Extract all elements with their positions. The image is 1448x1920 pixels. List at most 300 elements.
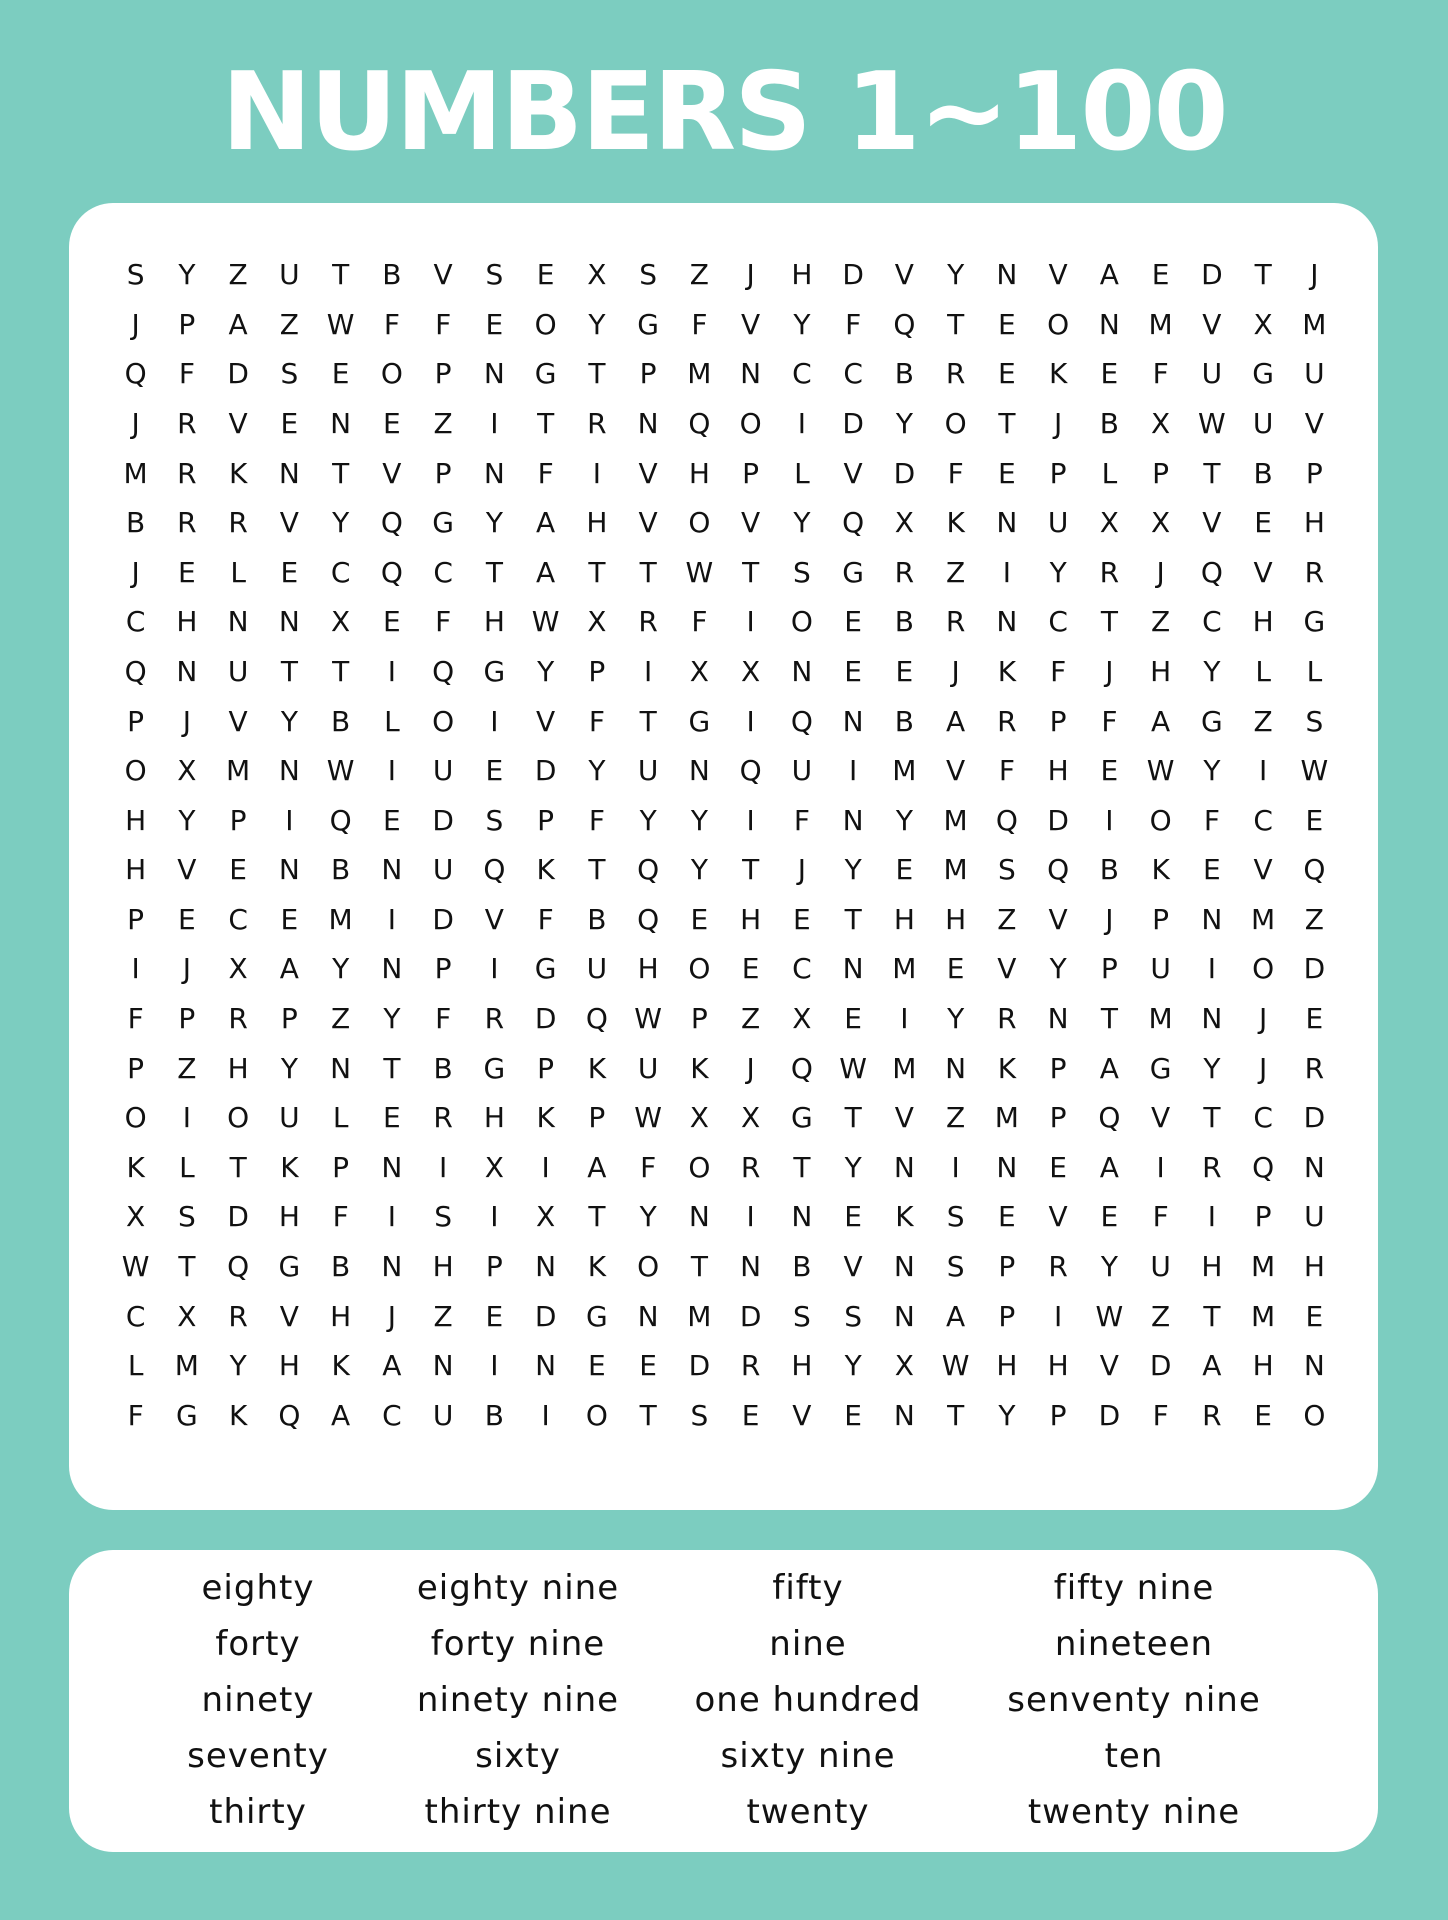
grid-letter[interactable]: W xyxy=(326,754,355,788)
grid-letter[interactable]: H xyxy=(1303,506,1325,540)
grid-letter[interactable]: W xyxy=(839,1051,867,1085)
grid-letter[interactable]: N xyxy=(1047,1002,1069,1036)
grid-letter[interactable]: P xyxy=(178,307,196,341)
grid-letter[interactable]: L xyxy=(127,1349,144,1383)
grid-letter[interactable]: Q xyxy=(688,407,711,441)
grid-letter[interactable]: V xyxy=(536,704,556,738)
grid-letter[interactable]: M xyxy=(1148,307,1173,341)
grid-letter[interactable]: K xyxy=(536,853,555,887)
grid-letter[interactable]: N xyxy=(330,407,352,441)
grid-letter[interactable]: O xyxy=(688,1150,711,1184)
grid-letter[interactable]: J xyxy=(131,555,140,589)
grid-letter[interactable]: M xyxy=(1148,1002,1173,1036)
grid-letter[interactable]: P xyxy=(1254,1200,1272,1234)
grid-letter[interactable]: M xyxy=(892,754,917,788)
grid-letter[interactable]: F xyxy=(1152,1200,1169,1234)
grid-letter[interactable]: R xyxy=(1099,555,1120,589)
grid-letter[interactable]: O xyxy=(1252,952,1275,986)
grid-letter[interactable]: V xyxy=(382,456,402,490)
grid-letter[interactable]: K xyxy=(280,1150,299,1184)
grid-letter[interactable]: N xyxy=(432,1349,454,1383)
grid-letter[interactable]: Q xyxy=(1303,853,1326,887)
grid-letter[interactable]: T xyxy=(639,555,657,589)
grid-letter[interactable]: L xyxy=(332,1101,349,1135)
grid-letter[interactable]: K xyxy=(1048,357,1068,391)
grid-letter[interactable]: N xyxy=(637,407,659,441)
grid-letter[interactable]: P xyxy=(1049,456,1067,490)
grid-letter[interactable]: S xyxy=(639,258,658,292)
grid-letter[interactable]: X xyxy=(689,654,709,688)
grid-letter[interactable]: R xyxy=(484,1002,505,1036)
grid-letter[interactable]: J xyxy=(1258,1051,1268,1085)
grid-letter[interactable]: P xyxy=(1049,1101,1067,1135)
grid-letter[interactable]: X xyxy=(177,1299,197,1333)
grid-letter[interactable]: V xyxy=(741,307,761,341)
grid-letter[interactable]: Z xyxy=(1253,704,1273,738)
grid-letter[interactable]: K xyxy=(331,1349,350,1383)
grid-letter[interactable]: U xyxy=(432,1398,454,1432)
grid-letter[interactable]: R xyxy=(228,1299,248,1333)
grid-letter[interactable]: N xyxy=(893,1398,915,1432)
grid-letter[interactable]: I xyxy=(490,952,499,986)
grid-letter[interactable]: V xyxy=(1048,902,1068,936)
grid-letter[interactable]: O xyxy=(688,506,711,540)
grid-letter[interactable]: V xyxy=(638,506,658,540)
grid-letter[interactable]: E xyxy=(1151,258,1170,292)
grid-letter[interactable]: E xyxy=(1254,506,1272,540)
grid-letter[interactable]: I xyxy=(490,1200,499,1234)
grid-letter[interactable]: P xyxy=(998,1249,1016,1283)
grid-letter[interactable]: Y xyxy=(947,258,965,292)
grid-letter[interactable]: M xyxy=(943,803,968,837)
grid-letter[interactable]: Y xyxy=(793,506,811,540)
grid-letter[interactable]: T xyxy=(332,456,350,490)
grid-letter[interactable]: K xyxy=(997,1051,1017,1085)
grid-letter[interactable]: Q xyxy=(1098,1101,1121,1135)
grid-letter[interactable]: Y xyxy=(793,307,811,341)
grid-letter[interactable]: N xyxy=(1303,1349,1325,1383)
grid-letter[interactable]: Q xyxy=(432,654,455,688)
grid-letter[interactable]: Z xyxy=(1151,605,1171,639)
grid-letter[interactable]: O xyxy=(688,952,711,986)
grid-letter[interactable]: O xyxy=(380,357,403,391)
grid-letter[interactable]: H xyxy=(483,1101,505,1135)
grid-letter[interactable]: S xyxy=(1305,704,1324,738)
grid-letter[interactable]: G xyxy=(432,506,454,540)
grid-letter[interactable]: V xyxy=(228,407,248,441)
grid-letter[interactable]: W xyxy=(1146,754,1175,788)
grid-letter[interactable]: Y xyxy=(998,1398,1016,1432)
grid-letter[interactable]: Y xyxy=(1100,1249,1118,1283)
grid-letter[interactable]: Y xyxy=(485,506,503,540)
grid-letter[interactable]: P xyxy=(485,1249,503,1283)
grid-letter[interactable]: Q xyxy=(1200,555,1223,589)
grid-letter[interactable]: Y xyxy=(332,506,350,540)
grid-letter[interactable]: N xyxy=(996,605,1018,639)
grid-letter[interactable]: U xyxy=(1252,407,1274,441)
grid-letter[interactable]: F xyxy=(1203,803,1220,837)
grid-letter[interactable]: E xyxy=(1100,754,1119,788)
grid-letter[interactable]: K xyxy=(228,1398,248,1432)
grid-letter[interactable]: B xyxy=(792,1249,812,1283)
grid-letter[interactable]: F xyxy=(691,605,708,639)
grid-letter[interactable]: B xyxy=(484,1398,504,1432)
grid-letter[interactable]: P xyxy=(280,1002,298,1036)
grid-letter[interactable]: H xyxy=(125,803,147,837)
grid-letter[interactable]: U xyxy=(637,1051,659,1085)
grid-letter[interactable]: A xyxy=(1151,704,1171,738)
grid-letter[interactable]: D xyxy=(1149,1349,1172,1383)
grid-letter[interactable]: C xyxy=(330,555,351,589)
grid-letter[interactable]: I xyxy=(541,1150,550,1184)
grid-letter[interactable]: W xyxy=(1095,1299,1124,1333)
grid-letter[interactable]: T xyxy=(588,1200,606,1234)
grid-letter[interactable]: P xyxy=(178,1002,196,1036)
grid-letter[interactable]: E xyxy=(280,407,299,441)
grid-letter[interactable]: T xyxy=(1203,1101,1221,1135)
grid-letter[interactable]: P xyxy=(127,704,145,738)
grid-letter[interactable]: E xyxy=(178,902,196,936)
grid-letter[interactable]: D xyxy=(227,1200,249,1234)
grid-letter[interactable]: D xyxy=(1098,1398,1121,1432)
grid-letter[interactable]: P xyxy=(229,803,247,837)
grid-letter[interactable]: V xyxy=(1202,506,1222,540)
grid-letter[interactable]: V xyxy=(1048,258,1068,292)
grid-letter[interactable]: E xyxy=(1305,1002,1324,1036)
grid-letter[interactable]: L xyxy=(1101,456,1118,490)
grid-letter[interactable]: V xyxy=(1202,307,1222,341)
grid-letter[interactable]: E xyxy=(741,1398,760,1432)
grid-letter[interactable]: K xyxy=(895,1200,914,1234)
grid-letter[interactable]: X xyxy=(331,605,351,639)
grid-letter[interactable]: V xyxy=(1048,1200,1068,1234)
grid-letter[interactable]: O xyxy=(944,407,967,441)
grid-letter[interactable]: H xyxy=(1252,1349,1274,1383)
grid-letter[interactable]: T xyxy=(1100,605,1118,639)
grid-letter[interactable]: E xyxy=(280,902,299,936)
grid-letter[interactable]: U xyxy=(227,654,249,688)
grid-letter[interactable]: R xyxy=(945,605,966,639)
grid-letter[interactable]: I xyxy=(490,407,499,441)
grid-letter[interactable]: N xyxy=(893,1150,915,1184)
grid-letter[interactable]: E xyxy=(383,1101,401,1135)
grid-letter[interactable]: O xyxy=(124,754,147,788)
grid-letter[interactable]: R xyxy=(177,407,197,441)
grid-letter[interactable]: N xyxy=(227,605,249,639)
grid-letter[interactable]: X xyxy=(1151,407,1171,441)
grid-letter[interactable]: A xyxy=(331,1398,351,1432)
grid-letter[interactable]: Y xyxy=(947,1002,965,1036)
grid-letter[interactable]: D xyxy=(534,754,557,788)
grid-letter[interactable]: F xyxy=(127,1398,144,1432)
grid-letter[interactable]: P xyxy=(690,1002,708,1036)
grid-letter[interactable]: P xyxy=(639,357,657,391)
grid-letter[interactable]: N xyxy=(535,1349,557,1383)
grid-letter[interactable]: R xyxy=(587,407,607,441)
grid-letter[interactable]: O xyxy=(124,1101,147,1135)
grid-letter[interactable]: T xyxy=(742,853,760,887)
grid-letter[interactable]: J xyxy=(746,258,755,292)
grid-letter[interactable]: M xyxy=(892,952,917,986)
grid-letter[interactable]: S xyxy=(792,555,811,589)
grid-letter[interactable]: R xyxy=(1304,1051,1325,1085)
grid-letter[interactable]: N xyxy=(381,1249,403,1283)
grid-letter[interactable]: F xyxy=(383,307,400,341)
grid-letter[interactable]: O xyxy=(585,1398,608,1432)
grid-letter[interactable]: N xyxy=(1303,1150,1325,1184)
grid-letter[interactable]: E xyxy=(331,357,350,391)
grid-letter[interactable]: F xyxy=(998,754,1015,788)
grid-letter[interactable]: X xyxy=(1253,307,1273,341)
grid-letter[interactable]: B xyxy=(126,506,146,540)
grid-letter[interactable]: W xyxy=(121,1249,150,1283)
grid-letter[interactable]: J xyxy=(797,853,806,887)
grid-letter[interactable]: V xyxy=(433,258,453,292)
grid-letter[interactable]: G xyxy=(176,1398,198,1432)
grid-letter[interactable]: J xyxy=(1105,902,1114,936)
grid-letter[interactable]: S xyxy=(946,1249,965,1283)
grid-letter[interactable]: O xyxy=(1149,803,1172,837)
grid-letter[interactable]: R xyxy=(1202,1398,1222,1432)
grid-letter[interactable]: N xyxy=(842,952,864,986)
grid-letter[interactable]: T xyxy=(280,654,298,688)
grid-letter[interactable]: B xyxy=(587,902,607,936)
grid-letter[interactable]: M xyxy=(328,902,353,936)
grid-letter[interactable]: N xyxy=(381,853,403,887)
grid-letter[interactable]: E xyxy=(946,952,965,986)
grid-letter[interactable]: N xyxy=(791,654,813,688)
grid-letter[interactable]: I xyxy=(746,605,755,639)
grid-letter[interactable]: I xyxy=(592,456,601,490)
grid-letter[interactable]: U xyxy=(791,754,813,788)
grid-letter[interactable]: W xyxy=(1300,754,1329,788)
grid-letter[interactable]: T xyxy=(1254,258,1272,292)
grid-letter[interactable]: M xyxy=(123,456,148,490)
grid-letter[interactable]: E xyxy=(588,1349,606,1383)
grid-letter[interactable]: E xyxy=(844,605,862,639)
grid-letter[interactable]: X xyxy=(177,754,197,788)
grid-letter[interactable]: V xyxy=(638,456,658,490)
grid-letter[interactable]: I xyxy=(1105,803,1114,837)
grid-letter[interactable]: Z xyxy=(177,1051,197,1085)
grid-letter[interactable]: P xyxy=(588,1101,606,1135)
grid-letter[interactable]: D xyxy=(1201,258,1223,292)
grid-letter[interactable]: N xyxy=(996,258,1018,292)
grid-letter[interactable]: D xyxy=(227,357,249,391)
grid-letter[interactable]: Q xyxy=(790,1051,813,1085)
grid-letter[interactable]: V xyxy=(894,1101,914,1135)
grid-letter[interactable]: T xyxy=(947,307,965,341)
grid-letter[interactable]: Y xyxy=(178,803,196,837)
grid-letter[interactable]: F xyxy=(1050,654,1067,688)
grid-letter[interactable]: L xyxy=(179,1150,195,1184)
grid-letter[interactable]: V xyxy=(843,1249,863,1283)
grid-letter[interactable]: C xyxy=(843,357,863,391)
grid-letter[interactable]: I xyxy=(746,803,755,837)
grid-letter[interactable]: Q xyxy=(893,307,916,341)
grid-letter[interactable]: O xyxy=(1047,307,1070,341)
grid-letter[interactable]: X xyxy=(228,952,248,986)
grid-letter[interactable]: W xyxy=(634,1101,662,1135)
grid-letter[interactable]: D xyxy=(432,902,454,936)
grid-letter[interactable]: F xyxy=(588,704,605,738)
grid-letter[interactable]: E xyxy=(485,754,504,788)
grid-letter[interactable]: I xyxy=(387,1200,396,1234)
grid-letter[interactable]: R xyxy=(433,1101,453,1135)
grid-letter[interactable]: E xyxy=(1100,1200,1119,1234)
grid-letter[interactable]: G xyxy=(791,1101,813,1135)
grid-letter[interactable]: F xyxy=(537,456,554,490)
grid-letter[interactable]: S xyxy=(690,1398,709,1432)
grid-letter[interactable]: N xyxy=(740,1249,762,1283)
grid-letter[interactable]: V xyxy=(177,853,197,887)
grid-letter[interactable]: C xyxy=(1202,605,1222,639)
grid-letter[interactable]: Z xyxy=(331,1002,351,1036)
grid-letter[interactable]: V xyxy=(1099,1349,1119,1383)
grid-letter[interactable]: I xyxy=(848,754,858,788)
grid-letter[interactable]: Q xyxy=(585,1002,608,1036)
grid-letter[interactable]: I xyxy=(1002,555,1011,589)
grid-letter[interactable]: U xyxy=(1304,1200,1325,1234)
grid-letter[interactable]: Q xyxy=(380,555,403,589)
grid-letter[interactable]: H xyxy=(740,902,762,936)
grid-letter[interactable]: M xyxy=(174,1349,199,1383)
grid-letter[interactable]: Y xyxy=(1049,555,1067,589)
grid-letter[interactable]: V xyxy=(894,258,914,292)
grid-letter[interactable]: F xyxy=(435,307,452,341)
grid-letter[interactable]: T xyxy=(537,407,555,441)
grid-letter[interactable]: Z xyxy=(997,902,1017,936)
grid-letter[interactable]: G xyxy=(1303,605,1326,639)
grid-letter[interactable]: O xyxy=(790,605,813,639)
grid-letter[interactable]: M xyxy=(1251,902,1276,936)
grid-letter[interactable]: A xyxy=(1099,1051,1119,1085)
grid-letter[interactable]: I xyxy=(797,407,806,441)
grid-letter[interactable]: J xyxy=(131,307,140,341)
grid-letter[interactable]: D xyxy=(842,258,864,292)
grid-letter[interactable]: P xyxy=(588,654,606,688)
grid-letter[interactable]: N xyxy=(483,456,505,490)
grid-letter[interactable]: H xyxy=(893,902,915,936)
grid-letter[interactable]: V xyxy=(1304,407,1324,441)
grid-letter[interactable]: T xyxy=(844,1101,862,1135)
grid-letter[interactable]: E xyxy=(536,258,555,292)
grid-letter[interactable]: X xyxy=(894,506,914,540)
grid-letter[interactable]: X xyxy=(741,654,761,688)
grid-letter[interactable]: G xyxy=(688,704,711,738)
grid-letter[interactable]: G xyxy=(586,1299,608,1333)
grid-letter[interactable]: N xyxy=(330,1051,352,1085)
grid-letter[interactable]: D xyxy=(1303,1101,1326,1135)
grid-letter[interactable]: O xyxy=(534,307,557,341)
grid-letter[interactable]: A xyxy=(946,1299,966,1333)
grid-letter[interactable]: U xyxy=(586,952,608,986)
grid-letter[interactable]: F xyxy=(1152,1398,1169,1432)
grid-letter[interactable]: S xyxy=(177,1200,196,1234)
grid-letter[interactable]: H xyxy=(688,456,710,490)
grid-letter[interactable]: E xyxy=(229,853,247,887)
grid-letter[interactable]: Q xyxy=(1047,853,1070,887)
grid-letter[interactable]: Z xyxy=(228,258,248,292)
grid-letter[interactable]: E xyxy=(844,654,862,688)
grid-letter[interactable]: I xyxy=(438,1150,448,1184)
grid-letter[interactable]: H xyxy=(637,952,659,986)
grid-letter[interactable]: I xyxy=(490,1349,499,1383)
grid-letter[interactable]: U xyxy=(432,754,454,788)
grid-letter[interactable]: H xyxy=(1047,1349,1069,1383)
grid-letter[interactable]: H xyxy=(483,605,505,639)
grid-letter[interactable]: W xyxy=(941,1349,970,1383)
grid-letter[interactable]: N xyxy=(1201,902,1223,936)
grid-letter[interactable]: V xyxy=(1151,1101,1171,1135)
grid-letter[interactable]: Q xyxy=(124,654,147,688)
grid-letter[interactable]: D xyxy=(1047,803,1069,837)
grid-letter[interactable]: P xyxy=(127,1051,145,1085)
grid-letter[interactable]: I xyxy=(1207,952,1216,986)
grid-letter[interactable]: C xyxy=(228,902,248,936)
grid-letter[interactable]: S xyxy=(280,357,299,391)
grid-letter[interactable]: N xyxy=(535,1249,557,1283)
grid-letter[interactable]: P xyxy=(1152,456,1170,490)
grid-letter[interactable]: G xyxy=(534,357,557,391)
grid-letter[interactable]: E xyxy=(690,902,709,936)
grid-letter[interactable]: F xyxy=(332,1200,349,1234)
grid-letter[interactable]: G xyxy=(278,1249,301,1283)
grid-letter[interactable]: U xyxy=(432,853,454,887)
grid-letter[interactable]: R xyxy=(177,456,197,490)
grid-letter[interactable]: H xyxy=(586,506,608,540)
grid-letter[interactable]: Y xyxy=(280,1051,298,1085)
grid-letter[interactable]: W xyxy=(1198,407,1226,441)
grid-letter[interactable]: V xyxy=(279,506,299,540)
grid-letter[interactable]: P xyxy=(1152,902,1170,936)
grid-letter[interactable]: U xyxy=(279,1101,300,1135)
grid-letter[interactable]: P xyxy=(127,902,145,936)
grid-letter[interactable]: S xyxy=(126,258,145,292)
grid-letter[interactable]: U xyxy=(1150,952,1171,986)
grid-letter[interactable]: X xyxy=(1099,506,1119,540)
grid-letter[interactable]: A xyxy=(536,555,556,589)
grid-letter[interactable]: E xyxy=(383,605,401,639)
grid-letter[interactable]: D xyxy=(739,1299,762,1333)
grid-letter[interactable]: T xyxy=(588,357,606,391)
grid-letter[interactable]: E xyxy=(485,307,504,341)
grid-letter[interactable]: K xyxy=(1151,853,1170,887)
grid-letter[interactable]: F xyxy=(588,803,605,837)
grid-letter[interactable]: C xyxy=(433,555,453,589)
grid-letter[interactable]: T xyxy=(178,1249,196,1283)
grid-letter[interactable]: Y xyxy=(229,1349,247,1383)
grid-letter[interactable]: P xyxy=(1100,952,1118,986)
grid-letter[interactable]: E xyxy=(844,1398,862,1432)
grid-letter[interactable]: K xyxy=(587,1249,607,1283)
grid-letter[interactable]: R xyxy=(1202,1150,1222,1184)
grid-letter[interactable]: Y xyxy=(895,407,913,441)
grid-letter[interactable]: Y xyxy=(537,654,555,688)
grid-letter[interactable]: F xyxy=(640,1150,657,1184)
grid-letter[interactable]: R xyxy=(638,605,658,639)
grid-letter[interactable]: H xyxy=(1047,754,1069,788)
grid-letter[interactable]: N xyxy=(791,1200,813,1234)
grid-letter[interactable]: I xyxy=(387,902,396,936)
grid-letter[interactable]: F xyxy=(127,1002,144,1036)
grid-letter[interactable]: Q xyxy=(637,853,660,887)
grid-letter[interactable]: B xyxy=(331,1249,351,1283)
grid-letter[interactable]: E xyxy=(178,555,196,589)
grid-letter[interactable]: F xyxy=(537,902,554,936)
grid-letter[interactable]: Y xyxy=(1203,1051,1221,1085)
grid-letter[interactable]: U xyxy=(1304,357,1325,391)
